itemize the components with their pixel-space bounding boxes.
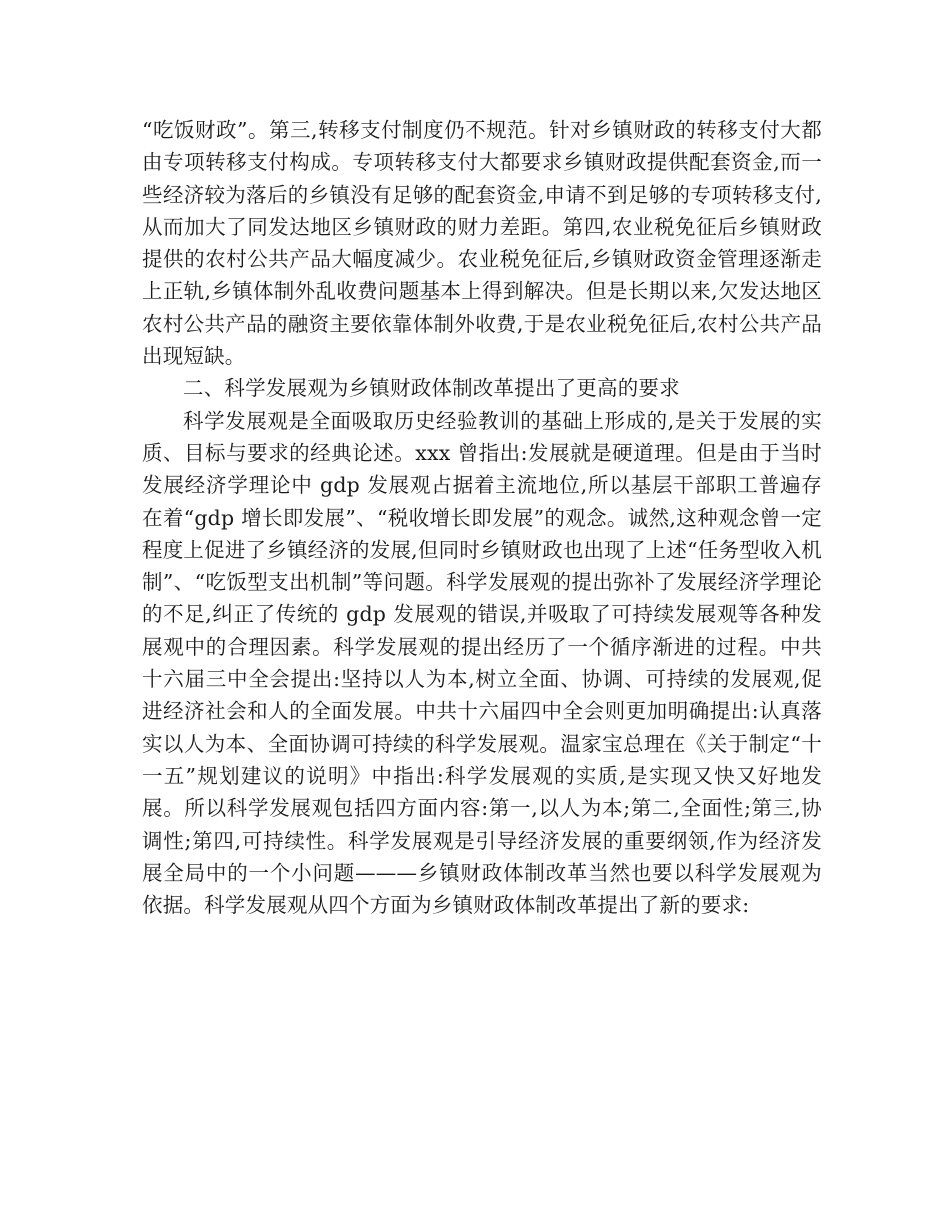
document-body — [142, 114, 822, 921]
paragraph-scientific-development: 科学发展观是全面吸取历史经验教训的基础上形成的,是关于发展的实质、目标与要求的经典论述。xxx 曾指出:发展就是硬道理。但是由于当时发展经济学理论中 gdp 发展观占据着主流地位,所以基层干部职工普遍存在着“gdp 增长即发展”、“税收增长即发展”的观念。诚然,这种观念曾一定程度上促进了乡镇经济的发展,但同时乡镇财政也出现了上述“任务型收入机制”、“吃饭型支出机制”等问题。科学发展观的提出弥补了发展经济学理论的不足,纠正了传统的 gdp 发展观的错误,并吸取了可持续发展观等各种发展观中的合理因素。科学发展观的提出经历了一个循序渐进的过程。中共十六届三中全会提出:坚持以人为本,树立全面、协调、可持续的发展观,促进经济社会和人的全面发展。中共十六届四中全会则更加明确提出:认真落实以人为本、全面协调可持续的科学发展观。温家宝总理在《关于制定“十一五”规划建议的说明》中指出:科学发展观的实质,是实现又快又好地发展。所以科学发展观包括四方面内容:第一,以人为本;第二,全面性;第三,协调性;第四,可持续性。科学发展观是引导经济发展的重要纲领,作为经济发展全局中的一个小问题———乡镇财政体制改革当然也要以科学发展观为依据。科学发展观从四个方面为乡镇财政体制改革提出了新的要求: — [142, 408, 822, 918]
section-heading-2: 二、科学发展观为乡镇财政体制改革提出了更高的要求 — [183, 376, 680, 401]
paragraph-transfer-payment: “吃饭财政”。第三,转移支付制度仍不规范。针对乡镇财政的转移支付大都由专项转移支付构成。专项转移支付大都要求乡镇财政提供配套资金,而一些经济较为落后的乡镇没有足够的配套资金,申请不到足够的专项转移支付,从而加大了同发达地区乡镇财政的财力差距。第四,农业税免征后乡镇财政提供的农村公共产品大幅度减少。农业税免征后,乡镇财政资金管理逐渐走上正轨,乡镇体制外乱收费问题基本上得到解决。但是长期以来,欠发达地区农村公共产品的融资主要依靠体制外收费,于是农业税免征后,农村公共产品出现短缺。 — [142, 118, 822, 369]
